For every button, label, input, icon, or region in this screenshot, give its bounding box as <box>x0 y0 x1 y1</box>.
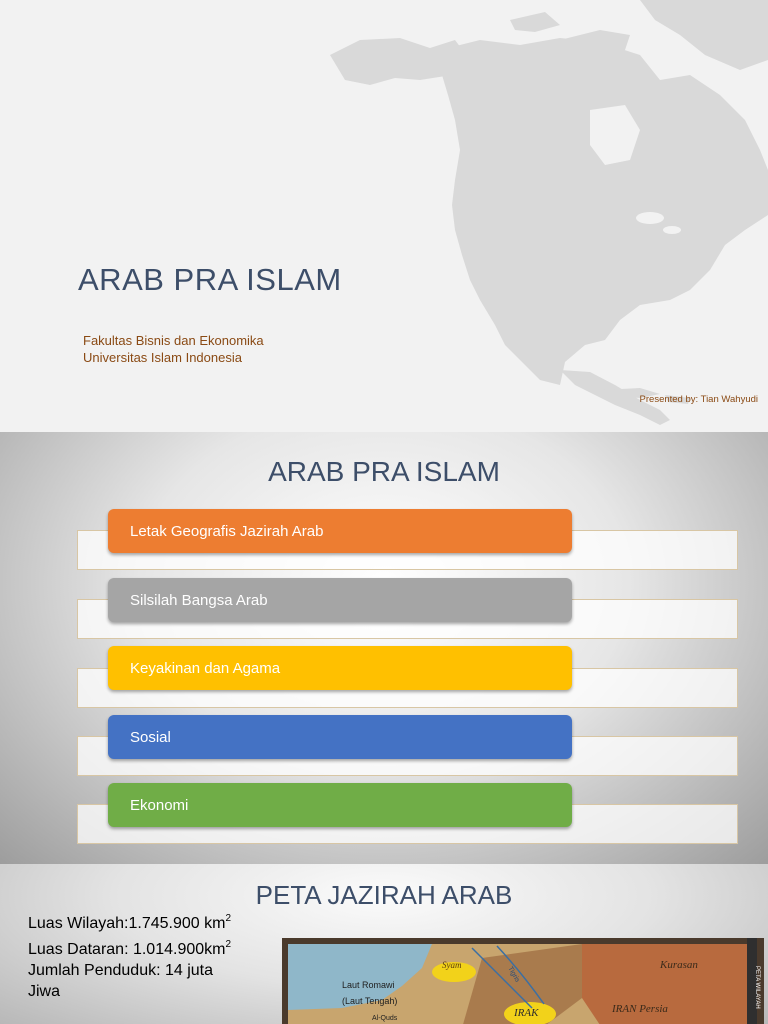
map-slide-title: PETA JAZIRAH ARAB <box>255 880 513 910</box>
agenda-item-silsilah: Silsilah Bangsa Arab <box>108 578 572 622</box>
map-label-irak: IRAK <box>514 1007 539 1019</box>
north-america-map <box>0 0 768 432</box>
title-slide <box>0 0 768 432</box>
map-label-iran: IRAN Persia <box>612 1003 668 1015</box>
map-slide <box>0 864 768 1024</box>
agenda-item-geografis: Letak Geografis Jazirah Arab <box>108 509 572 553</box>
agenda-item-ekonomi: Ekonomi <box>108 783 572 827</box>
luas-dataran: Luas Dataran: $1.014.900km^2$ <box>28 939 232 958</box>
map-label-al-quds: Al-Quds <box>372 1015 398 1022</box>
jumlah-penduduk: Jumlah Penduduk: 14 juta <box>28 962 214 979</box>
map-label-laut-romawi: Laut Romawi <box>342 980 395 990</box>
map-side-label: PETA WILAYAH <box>754 966 760 1009</box>
presentation-subtitle <box>83 332 264 366</box>
agenda-slide <box>0 432 768 864</box>
agenda-item-sosial: Sosial <box>108 715 572 759</box>
area-info <box>28 908 231 1002</box>
agenda-title: ARAB PRA ISLAM <box>268 456 500 487</box>
faculty-name: Fakultas Bisnis dan Ekonomika <box>83 333 264 348</box>
agenda-item-keyakinan: Keyakinan dan Agama <box>108 646 572 690</box>
map-label-laut-tengah: (Laut Tengah) <box>342 996 398 1006</box>
luas-wilayah: Luas Wilayah:1.745.900 $km^2$ <box>28 913 232 932</box>
presentation-title: ARAB PRA ISLAM <box>78 262 342 297</box>
map-label-syam: Syam <box>442 960 462 970</box>
map-label-kurasan: Kurasan <box>660 959 698 971</box>
map-label-tigris: Tigris <box>506 965 521 984</box>
jumlah-penduduk-unit: Jiwa <box>28 983 61 1000</box>
university-name: Universitas Islam Indonesia <box>83 350 242 365</box>
arabian-peninsula-map <box>282 938 764 1024</box>
presenter-credit: Presented by: Tian Wahyudi <box>639 394 758 405</box>
